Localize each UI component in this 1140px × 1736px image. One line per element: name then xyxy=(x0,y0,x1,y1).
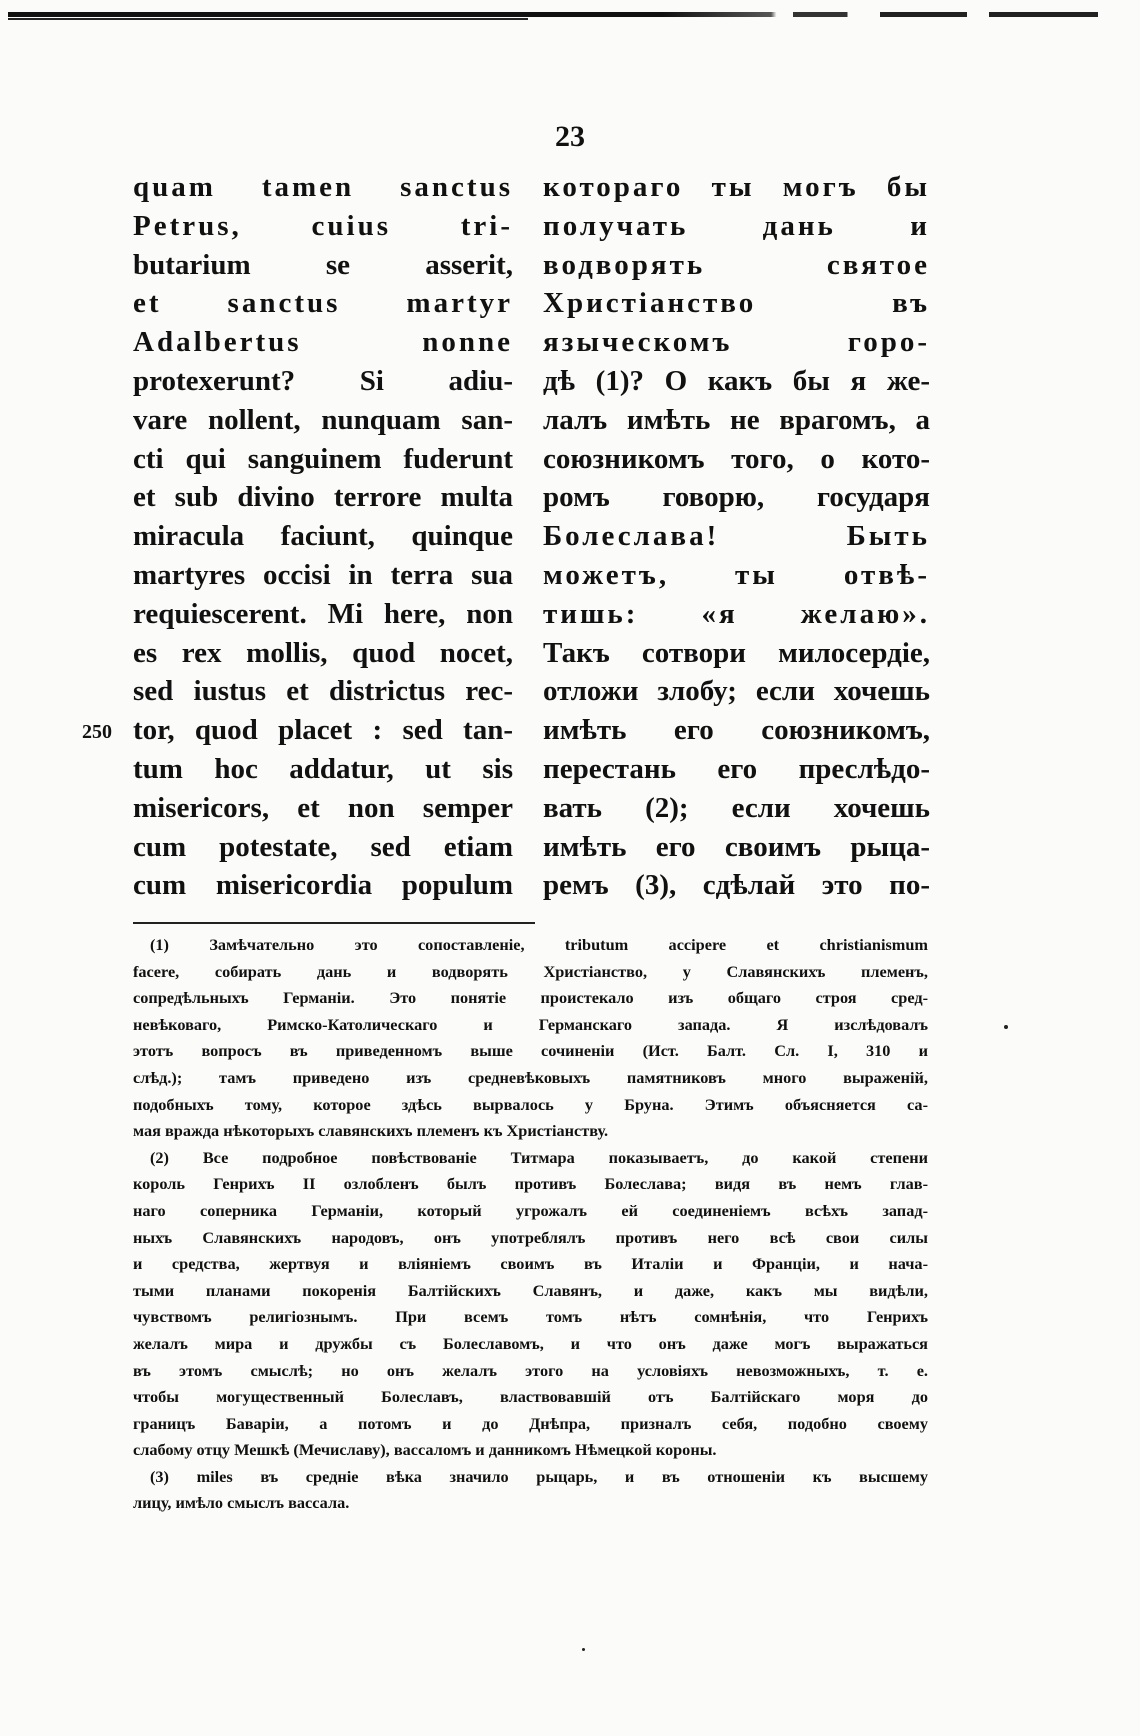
russian-line: ремъ (3), сдѣлай это по- xyxy=(543,869,930,902)
latin-line: sed iustus et districtus rec- xyxy=(133,675,513,708)
page-number: 23 xyxy=(555,120,585,153)
footnote-line: желалъ мира и дружбы съ Болеславомъ, и что онъ даже могъ выражаться xyxy=(133,1333,928,1353)
russian-line: имѣть его союзникомъ, xyxy=(543,714,930,747)
russian-line: котораго ты могъ бы xyxy=(543,171,930,203)
footnote-line: (3) miles въ средніе вѣка значило рыцарь, и въ отношеніи къ высшему xyxy=(150,1466,928,1486)
footnote-line: ныхъ Славянскихъ народовъ, онъ употреблялъ противъ него всѣ свои силы xyxy=(133,1227,928,1247)
latin-line: Petrus, cuius tri- xyxy=(133,209,513,242)
footnote-separator xyxy=(133,922,535,924)
russian-line: союзникомъ того, о кото- xyxy=(543,442,930,475)
latin-line: misericors, et non semper xyxy=(133,791,513,824)
latin-line: requiescerent. Mi here, non xyxy=(133,597,513,630)
footnote-line: слѣд.); тамъ приведено изъ средневѣковыхъ памятниковъ много выраженій, xyxy=(133,1067,928,1087)
footnote-2 xyxy=(133,1145,928,1464)
latin-line: quam tamen sanctus xyxy=(133,171,513,203)
russian-line: дѣ (1)? О какъ бы я же- xyxy=(543,364,930,397)
latin-line: vare nollent, nunquam san- xyxy=(133,403,513,436)
top-border-rule xyxy=(8,12,1098,17)
footnote-line: слабому отцу Мешкѣ (Мечиславу), вассаломъ и данникомъ Нѣмецкой короны. xyxy=(133,1440,717,1460)
latin-line: miracula faciunt, quinque xyxy=(133,520,513,553)
footnote-line: (2) Все подробное повѣствованіе Титмара показываетъ, до какой степени xyxy=(150,1147,928,1167)
footnote-line: этотъ вопросъ въ приведенномъ выше сочиненіи (Ист. Балт. Сл. I, 310 и xyxy=(133,1041,928,1061)
footnote-1 xyxy=(133,932,928,1145)
footnote-line: facere, собирать дань и водворять Христіанство, у Славянскихъ племенъ, xyxy=(133,961,928,981)
footnote-line: мая вражда нѣкоторыхъ славянскихъ племенъ къ Христіанству. xyxy=(133,1121,609,1141)
latin-line: butarium se asserit, xyxy=(133,248,513,281)
russian-line: Христіанство въ xyxy=(543,287,930,320)
footnote-line: (1) Замѣчательно это сопоставленіе, tributum accipere et christianismum xyxy=(150,935,928,954)
russian-line: ромъ говорю, государя xyxy=(543,481,930,514)
top-border-rule-thin xyxy=(8,18,528,20)
footnote-line: лицу, имѣло смыслъ вассала. xyxy=(133,1493,350,1513)
russian-line: Такъ сотвори милосердіе, xyxy=(543,636,930,669)
russian-line: лалъ имѣть не врагомъ, а xyxy=(543,403,930,436)
scan-speck xyxy=(582,1648,585,1651)
latin-text-column xyxy=(133,168,513,905)
russian-line: получать дань и xyxy=(543,209,930,242)
russian-line: Болеслава! Быть xyxy=(543,520,930,553)
footnote-line: и средства, жертвуя и вліяніемъ своимъ въ Италіи и Франціи, и нача- xyxy=(133,1254,928,1274)
latin-line: et sanctus martyr xyxy=(133,287,513,320)
latin-line: cum misericordia populum xyxy=(133,869,513,902)
russian-line: водворять святое xyxy=(543,248,930,281)
footnote-line: сопредѣльныхъ Германіи. Это понятіе проистекало изъ общаго строя сред- xyxy=(133,988,928,1008)
russian-line: вать (2); если хочешь xyxy=(543,791,930,824)
russian-line: можетъ, ты отвѣ- xyxy=(543,558,930,591)
russian-line: перестань его преслѣдо- xyxy=(543,752,930,785)
latin-line: tor, quod placet : sed tan- xyxy=(133,714,513,747)
footnote-line: король Генрихъ II озлобленъ былъ противъ Болеслава; видя въ немъ глав- xyxy=(133,1174,928,1194)
footnote-line: чувствомъ религіознымъ. При всемъ томъ нѣтъ сомнѣнія, что Генрихъ xyxy=(133,1307,928,1327)
russian-line: тишь: «я желаю». xyxy=(543,597,930,630)
footnote-line: въ этомъ смыслѣ; но онъ желалъ этого на условіяхъ невозможныхъ, т. е. xyxy=(133,1360,928,1380)
latin-line: Adalbertus nonne xyxy=(133,326,513,359)
footnote-3 xyxy=(133,1464,928,1517)
russian-line: отложи злобу; если хочешь xyxy=(543,675,930,708)
footnote-line: границъ Баваріи, а потомъ и до Днѣпра, призналъ себя, подобно своему xyxy=(133,1413,928,1433)
latin-line: martyres occisi in terra sua xyxy=(133,558,513,591)
footnote-line: подобныхъ тому, которое здѣсь вырвалось у Бруна. Этимъ объясняется са- xyxy=(133,1094,928,1114)
footnote-line: наго соперника Германіи, который угрожалъ ей соединеніемъ всѣхъ запад- xyxy=(133,1200,928,1220)
latin-line: et sub divino terrore multa xyxy=(133,481,513,514)
latin-line: protexerunt? Si adiu- xyxy=(133,364,513,397)
footnote-line: чтобы могущественный Болеславъ, властвовавшій отъ Балтійскаго моря до xyxy=(133,1387,928,1407)
footnotes-block xyxy=(133,932,928,1517)
footnote-line: невѣковаго, Римско-Католическаго и Германскаго запада. Я изслѣдовалъ xyxy=(133,1014,928,1034)
latin-line: cti qui sanguinem fuderunt xyxy=(133,442,513,475)
russian-text-column xyxy=(543,168,930,905)
latin-line: tum hoc addatur, ut sis xyxy=(133,752,513,785)
russian-line: имѣть его своимъ рыца- xyxy=(543,830,930,863)
margin-line-number: 250 xyxy=(82,721,112,743)
latin-line: cum potestate, sed etiam xyxy=(133,830,513,863)
russian-line: языческомъ горо- xyxy=(543,326,930,359)
scan-speck xyxy=(1004,1025,1008,1029)
latin-line: es rex mollis, quod nocet, xyxy=(133,636,513,669)
footnote-line: тыми планами покоренія Балтійскихъ Славянъ, и даже, какъ мы видѣли, xyxy=(133,1280,928,1300)
